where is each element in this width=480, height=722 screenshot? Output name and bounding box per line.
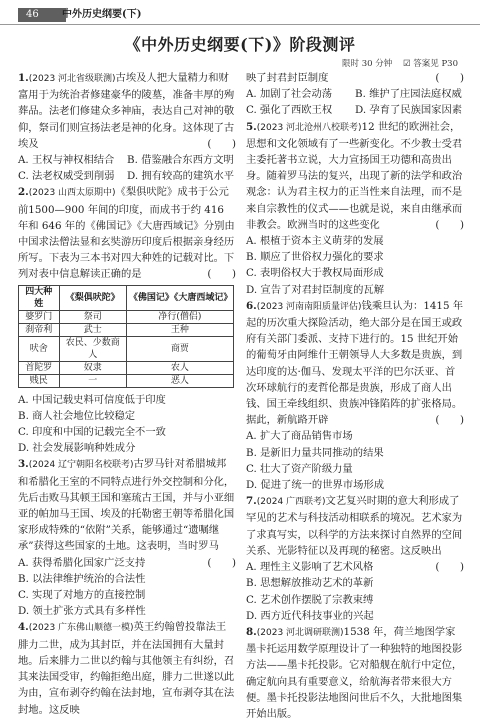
option-c: C. 强化了西欧王权 [246,104,333,117]
table-header: 四大种姓 [19,285,60,310]
table-row [19,361,234,374]
option-d: D. 西方近代科技事业的兴起 [246,609,374,622]
option-b: B. 借鉴融合东西方文明 [127,154,234,167]
table-cell: 吠舍 [19,336,60,361]
question-text: 古罗马针对希腊城邦和希腊化王室的不同特点进行外交控制和分化，先后击败马其顿王国和塞琉古王国，并与小亚细亚的帕加马王国、埃及的托勒密王朝等希腊化国家形成特殊的“依附”关系，能够通过“遗嘱继承”获得这些国家的土地。这表明，当时罗马 [18,458,235,553]
question-number: 5. [246,120,257,133]
option-a: A. 扩大了商品销售市场 [246,430,353,443]
question-4-continued [246,70,464,86]
book-title: 中外历史纲要(下) [62,9,142,20]
option-b: B. 顺应了世俗权力强化的要求 [246,251,384,264]
table-cell: 农人 [126,361,233,374]
right-column [246,70,464,722]
question-number: 2. [18,186,29,199]
answer-blank: ( ) [435,561,464,574]
page-header [0,0,480,30]
answer-ref: ☑ 答案见 P30 [402,59,458,69]
option-a: A. 中国记载史料可信度低于印度 [18,393,166,406]
page-number: 46 [26,9,39,20]
question-8 [246,624,464,722]
question-number: 7. [246,495,257,508]
options-row [246,102,464,118]
table-row [19,323,234,336]
caste-table [18,285,234,388]
option-b: B. 维护了庄园法庭权威 [355,88,462,101]
table-cell: 刹帝利 [19,323,60,336]
option-c: C. 实现了对地方的直接控制 [18,589,146,602]
header-rule [0,24,480,25]
option-a: A. 获得希腊化国家广泛支持 [18,556,146,569]
option-d: D. 宣告了对君封臣制度的瓦解 [246,283,384,296]
question-6 [246,298,464,429]
table-cell: 婆罗门 [19,310,60,323]
question-source: (2023 河南南阳质量评估) [256,301,362,312]
question-text: 古埃及人把大量精力和财富用于为统治者修建豪华的陵墓，准备丰厚的殉葬品。法老们修建众多神庙，表达自己对神的敬仰，祭司们则宣扬法老是神的化身。这体现了古埃及 [18,72,235,150]
question-number: 4. [18,621,29,634]
option-c: C. 表明俗权大于教权局面形成 [246,267,384,280]
option-c: C. 壮大了资产阶级力量 [246,462,353,475]
option-d: D. 孕育了民族国家因素 [355,104,463,117]
table-header: 《佛国记》《大唐西域记》 [126,285,233,310]
option-c: C. 法老权威受到削弱 [18,170,115,183]
question-source: (2023 河北省级联测) [28,74,116,84]
question-text: 映了封君封臣制度 [246,72,329,84]
table-row [19,310,234,323]
answer-blank: ( ) [207,556,236,569]
option-a: A. 根植于资本主义萌芽的发展 [246,235,384,248]
question-source: (2023 河北沧州八校联考) [256,122,362,133]
option-b: B. 商人社会地位比较稳定 [18,409,136,422]
option-d: D. 拥有较高的建筑水平 [127,170,235,183]
table-cell: 恶人 [126,374,233,387]
option-a: A. 加剧了社会动荡 [246,88,333,101]
question-text: 1538 年，荷兰地图学家墨卡托运用数学原理设计了一种独特的地图投影方法——墨卡托投影。它对船舰在航行中定位，确定航向具有重要意义，给航海者带来很大方便。墨卡托投影法地图问世后不久，大批地图集开始出版。 [246,625,463,720]
table-cell: 王种 [126,323,233,336]
time-limit: 限时 30 分钟 [342,59,393,69]
question-text: 12 世纪的欧洲社会，思想和文化领域有了一些新变化。不少教士受君主委托著书立说，大力宣扬国王功德和高贵出身。随着罗马法的复兴，出现了新的法学和政治观念：认为君主权力的正当性来自法理，而不是来自宗教性的仪式——也就是说，来自由继承而非教会。欧洲当时的这些变化 [246,120,463,231]
question-5 [246,119,464,233]
table-header-row [19,285,234,310]
question-source: (2023 广东佛山顺德一模) [28,623,134,634]
question-text: 《梨俱吠陀》成书于公元前1500—900 年间的印度，而成书于约 416 年和 646 年的《佛国记》《大唐西域记》分别由中国求法僧法显和玄奘游历印度后根据亲身经历所写。下表为三本书对四大种姓的记载对比。下列对表中信息解读正确的是 [18,186,235,281]
question-number: 6. [246,299,257,312]
question-text: 文艺复兴时期的意大利形成了罕见的艺术与科技活动相联系的境况。艺术家为了求真写实，以科学的方法来探讨自然界的空间关系、光影特征以及再现的秘密。这反映出 [246,495,463,557]
left-column [18,70,236,718]
question-text: 英王约翰曾投靠法王腓力二世，成为其封臣，并在法国拥有大量封地。后来腓力二世以约翰与其他领主有纠纷，召其来法国受审，约翰拒绝出庭，腓力二世遂以此为由，宣布剥夺约翰在法封地，宣布剥夺其在法封地。这反映 [18,621,235,716]
option-d: D. 社会发展影响种姓成分 [18,442,136,455]
answer-blank: ( ) [207,137,236,150]
options-row [18,152,236,168]
question-source: (2023 河北调研联测) [256,627,344,638]
question-2 [18,184,236,282]
options-row [18,168,236,184]
table-header: 《梨俱吠陀》 [59,285,126,310]
table-cell: 武士 [59,323,126,336]
question-source: (2023 山西太原期中) [28,188,116,199]
question-source: (2024 广西联考) [256,497,326,508]
answer-blank: ( ) [435,72,464,84]
test-meta [334,57,458,69]
option-a: A. 理性主义影响了艺术风格 [246,561,374,574]
answer-blank: ( ) [435,218,464,231]
table-cell: 农民、少数商人 [59,336,126,361]
option-d: D. 促进了统一的世界市场形成 [246,479,384,492]
question-source: (2024 辽宁朝阳名校联考) [28,460,134,471]
table-row [19,336,234,361]
table-cell: 一 [59,374,126,387]
table-cell: 首陀罗 [19,361,60,374]
question-number: 3. [18,458,29,471]
option-a: A. 王权与神权相结合 [18,154,115,167]
option-c: C. 艺术创作摆脱了宗教束缚 [246,593,374,606]
table-cell: 净行(僧侣) [126,310,233,323]
options-row [246,86,464,102]
option-d: D. 领土扩张方式具有多样性 [18,605,146,618]
table-cell: 祭司 [59,310,126,323]
question-1 [18,70,236,152]
page-title: 《中外历史纲要(下)》阶段测评 [124,35,356,54]
answer-blank: ( ) [435,414,464,427]
table-cell: 贱民 [19,374,60,387]
question-text: 钱乘旦认为：1415 年起的历次重大探险活动，绝大部分是在国王或政府有关部门委派、支持下进行的。15 世纪开始的葡萄牙由阿维什王朝领导人大多数是贵族，到达印度的达·伽马、发现太平洋的巴尔沃亚、首次环球航行的麦哲伦都是贵族，形成了商人出钱、国王牵线组织、贵族冲锋陷阵的扩张格局。据此，新航路开辟 [246,299,464,427]
option-b: B. 是新旧力量共同推动的结果 [246,446,384,459]
question-4 [18,619,236,717]
option-b: B. 以法律维护统治的合法性 [18,572,146,585]
question-number: 8. [246,625,257,638]
option-c: C. 印度和中国的记载完全不一致 [18,426,166,439]
question-number: 1. [18,72,29,84]
table-row [19,374,234,387]
table-cell: 奴隶 [59,361,126,374]
option-b: B. 思想解放推动艺术的革新 [246,577,374,590]
answer-blank: ( ) [207,268,236,281]
table-cell: 商贾 [126,336,233,361]
